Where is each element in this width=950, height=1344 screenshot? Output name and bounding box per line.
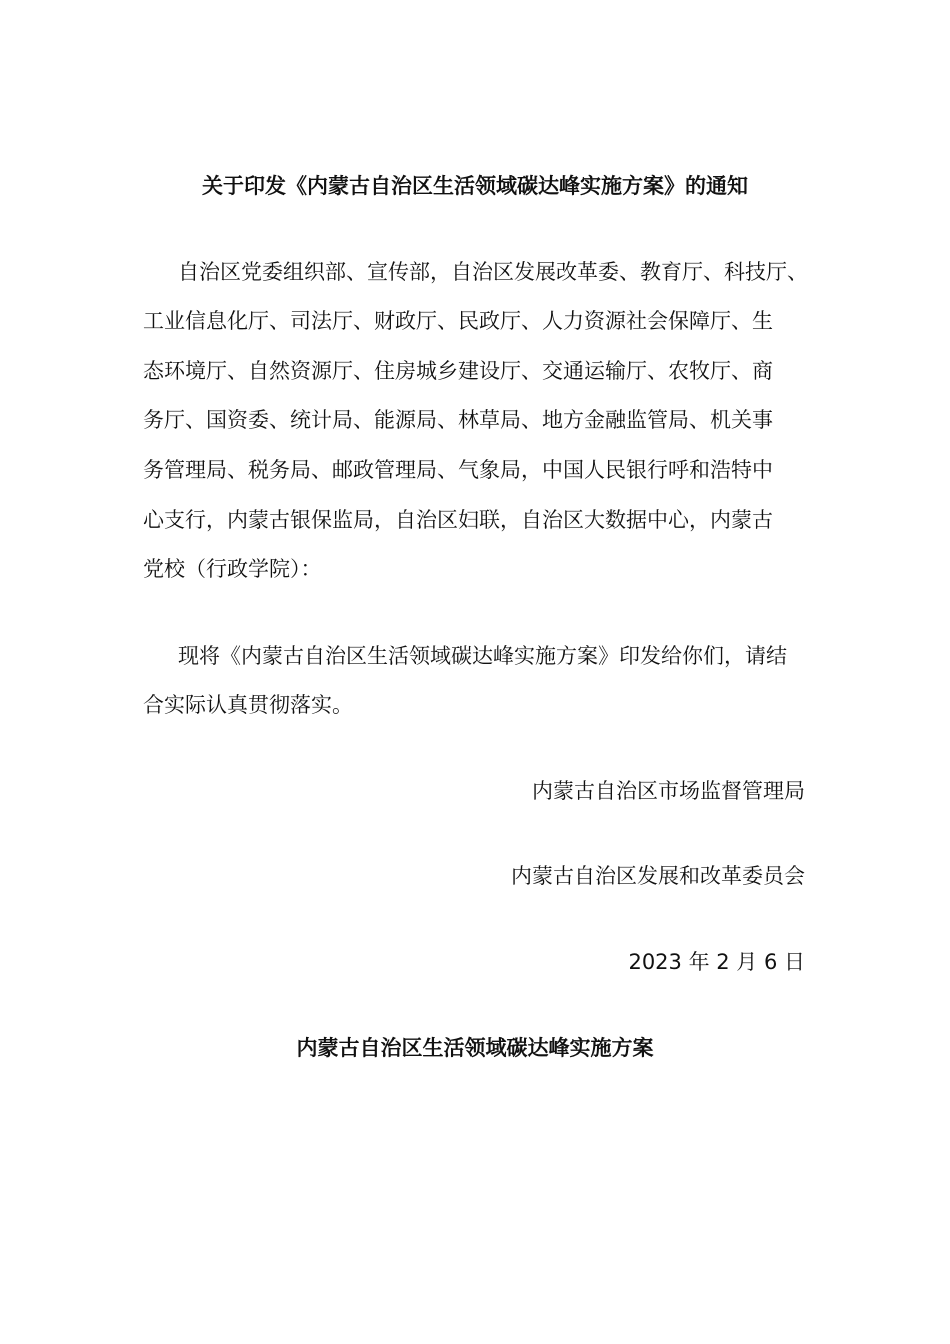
recipients-line: 态环境厅、自然资源厅、住房城乡建设厅、交通运输厅、农牧厅、商 [143,359,773,383]
plan-title: 内蒙古自治区生活领域碳达峰实施方案 [296,1036,654,1060]
body-line: 现将《内蒙古自治区生活领域碳达峰实施方案》印发给你们，请结 [178,644,787,668]
recipients-line: 工业信息化厅、司法厅、财政厅、民政厅、人力资源社会保障厅、生 [143,309,773,333]
body-line: 合实际认真贯彻落实。 [143,693,353,717]
recipients-line: 心支行，内蒙古银保监局，自治区妇联，自治区大数据中心，内蒙古 [143,508,773,532]
issue-date: 2023 年 2 月 6 日 [628,950,805,974]
recipients-line: 党校（行政学院）： [143,557,322,581]
recipients-line: 自治区党委组织部、宣传部，自治区发展改革委、教育厅、科技厅、 [178,260,808,284]
issuer-market-regulation: 内蒙古自治区市场监督管理局 [532,779,805,803]
issuer-development-reform: 内蒙古自治区发展和改革委员会 [511,864,805,888]
notice-title: 关于印发《内蒙古自治区生活领域碳达峰实施方案》的通知 [202,174,748,198]
recipients-line: 务厅、国资委、统计局、能源局、林草局、地方金融监管局、机关事 [143,408,773,432]
recipients-line: 务管理局、税务局、邮政管理局、气象局，中国人民银行呼和浩特中 [143,458,773,482]
